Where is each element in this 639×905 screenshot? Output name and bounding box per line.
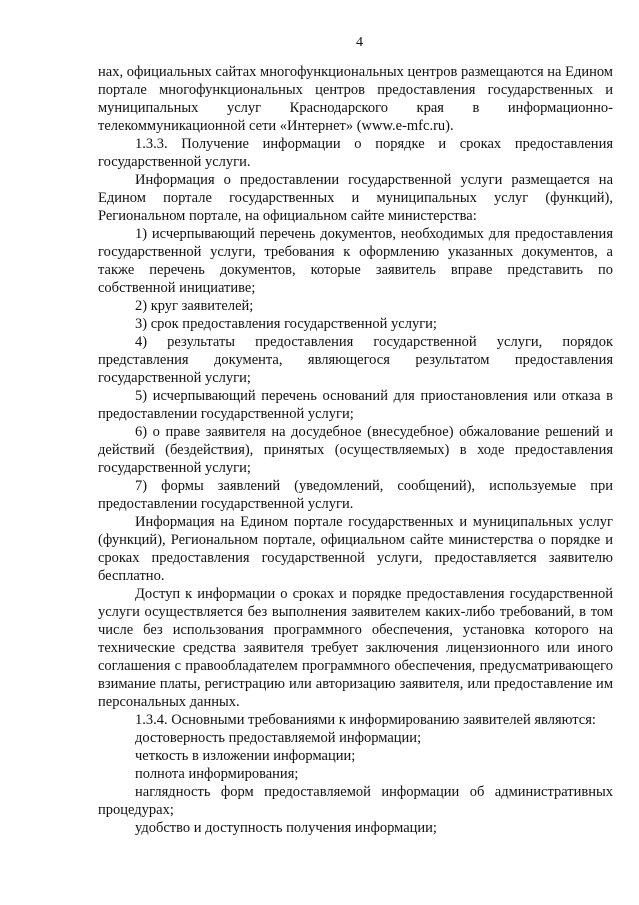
paragraph: Доступ к информации о сроках и порядке предоставления государственной услуги осуществляется без выполнения заявителем каких-либо требований, в том числе без использования программного обеспечения, установка которого на технические средства заявителя требует заключения лицензионного или иного соглашения с правообладателем программного обеспечения, предусматривающего взимание платы, регистрацию или авторизацию заявителя, или предоставление им персональных данных. [98, 586, 613, 710]
list-item: 3) срок предоставления государственной услуги; [135, 316, 437, 332]
paragraph: нах, официальных сайтах многофункциональных центров размещаются на Едином портале многофункциональных центров предоставления государственных и муниципальных услуг Краснодарского края в информационно-телекоммуникационной сети «Интернет» (www.e-mfc.ru). [98, 64, 613, 134]
list-item: 7) формы заявлений (уведомлений, сообщений), используемые при предоставлении государственной услуги. [98, 478, 613, 512]
list-item: 1) исчерпывающий перечень документов, необходимых для предоставления государственной услуги, требования к оформлению указанных документов, а также перечень документов, которые заявитель вправе представить по собственной инициативе; [98, 226, 613, 296]
paragraph: Информация о предоставлении государственной услуги размещается на Едином портале государственных и муниципальных услуг (функций), Региональном портале, на официальном сайте министерства: [98, 172, 613, 224]
document-body [98, 63, 613, 837]
list-item: наглядность форм предоставляемой информации об административных процедурах; [98, 784, 613, 818]
list-item: достоверность предоставляемой информации; [135, 730, 422, 746]
list-item: полнота информирования; [135, 766, 299, 782]
list-item: 6) о праве заявителя на досудебное (внесудебное) обжалование решений и действий (бездействия), принятых (осуществляемых) в ходе предоставления государственной услуги; [98, 424, 613, 476]
paragraph-section-heading: 1.3.4. Основными требованиями к информированию заявителей являются: [135, 712, 596, 728]
list-item: 4) результаты предоставления государственной услуги, порядок представления документа, являющегося результатом предоставления государственной услуги; [98, 334, 613, 386]
list-item: 2) круг заявителей; [135, 298, 254, 314]
paragraph: Информация на Едином портале государственных и муниципальных услуг (функций), Региональном портале, официальном сайте министерства о порядке и сроках предоставления государственной услуги, предоставляется заявителю бесплатно. [98, 514, 613, 584]
list-item: четкость в изложении информации; [135, 748, 356, 764]
list-item: удобство и доступность получения информации; [135, 820, 437, 836]
page-number: 4 [356, 35, 363, 50]
list-item: 5) исчерпывающий перечень оснований для приостановления или отказа в предоставлении государственной услуги; [98, 388, 613, 422]
paragraph-section-heading: 1.3.3. Получение информации о порядке и сроках предоставления государственной услуги. [98, 136, 613, 170]
